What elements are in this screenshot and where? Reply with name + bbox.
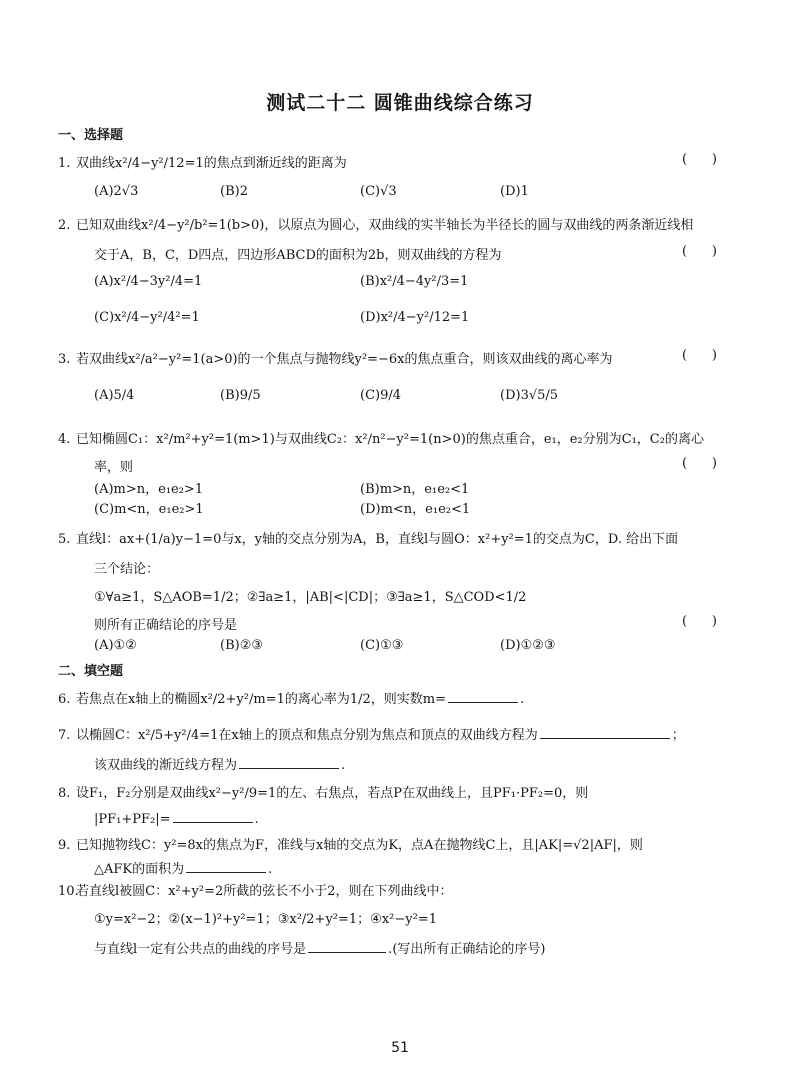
q5-option-a: (A)①② <box>94 638 137 653</box>
section-choice-heading: 一、选择题 <box>58 128 124 143</box>
q10-stem-line2: ①y=x²−2；②(x−1)²+y²=1；③x²/2+y²=1；④x²−y²=1 <box>94 912 437 927</box>
q5-stem-line3: ①∀a≥1，S△AOB=1/2；②∃a≥1，|AB|<|CD|；③∃a≥1，S△COD<1/2 <box>94 590 527 605</box>
q9-stem-line1: 9. 已知抛物线C：y²=8x的焦点为F，准线与x轴的交点为K，点A在抛物线C上，且|AK|=√2|AF|，则 <box>58 838 643 853</box>
q4-option-d: (D)m<n，e₁e₂<1 <box>360 502 471 517</box>
q5-option-c: (C)①③ <box>360 638 404 653</box>
q3-option-c: (C)9/4 <box>360 388 402 403</box>
section-fill-heading: 二、填空题 <box>58 664 124 679</box>
q1-option-b: (B)2 <box>220 184 248 199</box>
q7-equation-blank[interactable] <box>540 724 670 739</box>
q1-option-d: (D)1 <box>500 184 529 199</box>
q2-option-b: (B)x²/4−4y²/3=1 <box>360 274 469 289</box>
q2-stem-line1: 2. 已知双曲线x²/4−y²/b²=1(b>0)，以原点为圆心，双曲线的实半轴长为半径长的圆与双曲线的两条渐近线相 <box>58 218 694 233</box>
q2-option-c: (C)x²/4−y²/4²=1 <box>94 310 200 325</box>
q5-option-b: (B)②③ <box>220 638 264 653</box>
q2-option-a: (A)x²/4−3y²/4=1 <box>94 274 203 289</box>
page-title: 测试二十二 圆锥曲线综合练习 <box>266 92 534 114</box>
q3-option-b: (B)9/5 <box>220 388 261 403</box>
q3-option-a: (A)5/4 <box>94 388 135 403</box>
q8-stem-line1: 8. 设F₁，F₂分别是双曲线x²−y²/9=1的左、右焦点，若点P在双曲线上，且PF₁·PF₂=0，则 <box>58 786 589 801</box>
q7-stem-line1: 7. 以椭圆C：x²/5+y²/4=1在x轴上的顶点和焦点分别为焦点和顶点的双曲线方程为 ； <box>76 724 685 743</box>
q6-stem: 6. 若焦点在x轴上的椭圆x²/2+y²/m=1的离心率为1/2，则实数m= . <box>76 688 524 707</box>
q5-stem-line2: 三个结论： <box>94 562 160 577</box>
q10-answer-blank[interactable] <box>308 938 386 953</box>
q1-option-c: (C)√3 <box>360 184 397 199</box>
page-number: 51 <box>391 1040 409 1056</box>
q1-answer-paren: ( ) <box>682 152 717 167</box>
q9-answer-blank[interactable] <box>186 858 266 873</box>
q3-option-d: (D)3√5/5 <box>500 388 559 403</box>
q6-answer-blank[interactable] <box>448 688 518 703</box>
q7-stem-line2: 该双曲线的渐近线方程为 . <box>94 754 345 773</box>
q3-answer-paren: ( ) <box>682 348 717 363</box>
q8-stem-line2: |PF₁+PF₂|= . <box>94 808 259 827</box>
q4-option-b: (B)m>n，e₁e₂<1 <box>360 482 470 497</box>
q4-answer-paren: ( ) <box>682 456 717 471</box>
q4-option-a: (A)m>n，e₁e₂>1 <box>94 482 204 497</box>
q5-stem-line1: 5. 直线l：ax+(1/a)y−1=0与x，y轴的交点分别为A，B，直线l与圆O：x²+y²=1的交点为C，D. 给出下面 <box>58 532 679 547</box>
q2-answer-paren: ( ) <box>682 244 717 259</box>
q3-stem: 3. 若双曲线x²/a²−y²=1(a>0)的一个焦点与抛物线y²=−6x的焦点重合，则该双曲线的离心率为 <box>58 352 613 367</box>
q2-stem-line2: 交于A，B，C，D四点，四边形ABCD的面积为2b，则双曲线的方程为 <box>94 248 502 263</box>
q4-option-c: (C)m<n，e₁e₂>1 <box>94 502 204 517</box>
q1-stem: 1. 双曲线x²/4−y²/12=1的焦点到渐近线的距离为 <box>58 156 347 171</box>
q10-stem-line1: 10.若直线l被圆C：x²+y²=2所截的弦长不小于2，则在下列曲线中： <box>58 884 453 899</box>
q4-stem-line1: 4. 已知椭圆C₁：x²/m²+y²=1(m>1)与双曲线C₂：x²/n²−y²=1(n>0)的焦点重合，e₁，e₂分别为C₁，C₂的离心 <box>58 432 704 447</box>
q9-stem-line2: △AFK的面积为 . <box>94 858 272 877</box>
q5-answer-paren: ( ) <box>682 614 717 629</box>
q2-option-d: (D)x²/4−y²/12=1 <box>360 310 470 325</box>
q5-option-d: (D)①②③ <box>500 638 556 653</box>
q8-answer-blank[interactable] <box>173 808 253 823</box>
q7-asymptote-blank[interactable] <box>239 754 339 769</box>
q5-stem-line4: 则所有正确结论的序号是 <box>94 618 238 633</box>
q10-stem-line3: 与直线l一定有公共点的曲线的序号是 .(写出所有正确结论的序号) <box>94 938 545 957</box>
q4-stem-line2: 率，则 <box>94 460 134 475</box>
q1-option-a: (A)2√3 <box>94 184 139 199</box>
